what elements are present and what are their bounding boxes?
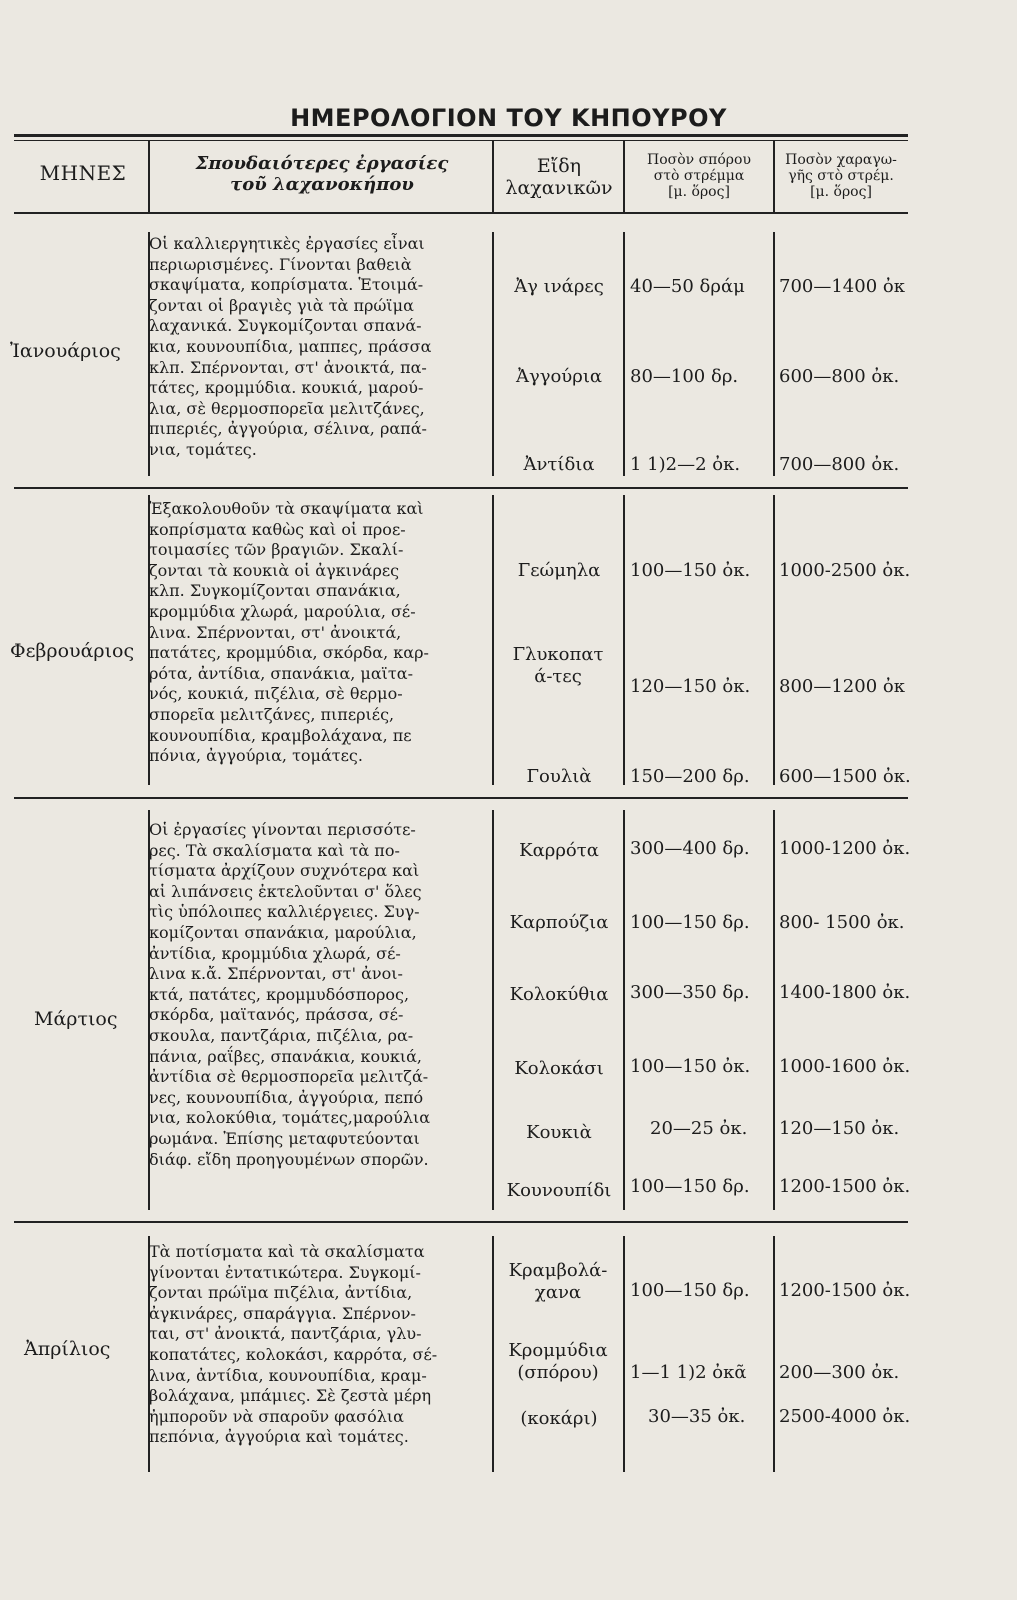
section-separator — [623, 232, 625, 476]
work-line: Τὰ ποτίσματα καὶ τὰ σκαλίσματα — [149, 1242, 425, 1261]
vegetable-name: Κρομμύδια (σπόρου) — [508, 1340, 608, 1383]
work-line: σπορεῖα μελιτζάνες, πιπεριές, — [149, 704, 395, 724]
section-separator — [773, 1236, 775, 1472]
work-line: τὶς ὑπόλοιπες καλλιέργειες. Συγ- — [149, 902, 420, 922]
vegetable-name: Καρπούζια — [509, 912, 609, 933]
section-separator — [492, 810, 494, 1210]
transplant-amount: 1200-1500 ὀκ. — [779, 1280, 911, 1301]
month-label: Μάρτιος — [34, 1008, 118, 1030]
header-transplant-amount — [776, 152, 906, 200]
header-seed-line: στὸ στρέμμα — [653, 168, 745, 185]
section-divider — [14, 797, 908, 799]
work-description — [149, 234, 489, 461]
transplant-amount: 120—150 ὀκ. — [779, 1118, 900, 1139]
work-line: ἀντίδια σὲ θερμοσπορεῖα μελιτζά- — [149, 1067, 429, 1087]
work-line: σκουλα, παντζάρια, πιζέλια, ρα- — [149, 1025, 414, 1045]
transplant-amount: 1000-2500 ὀκ. — [779, 560, 911, 581]
work-line: νια, τομάτες. — [149, 439, 257, 459]
section-separator — [492, 495, 494, 785]
work-line: νός, κουκιά, πιζέλια, σὲ θερμο- — [149, 684, 403, 704]
seed-amount: 80—100 δρ. — [630, 366, 739, 387]
work-line: ζονται πρώϊμα πιζέλια, ἀντίδια, — [149, 1283, 413, 1303]
month-label: Φεβρουάριος — [10, 640, 135, 662]
transplant-amount: 800- 1500 ὀκ. — [779, 912, 905, 933]
work-line: ζονται τὰ κουκιὰ οἱ ἀγκινάρες — [149, 560, 400, 580]
vegetable-name: Κουκιὰ — [526, 1122, 592, 1143]
work-line: κλπ. Συγκομίζονται σπανάκια, — [149, 581, 401, 601]
work-line: λινα. Σπέρνονται, στ' ἀνοικτά, — [149, 622, 402, 642]
section-separator — [623, 1236, 625, 1472]
seed-amount: 100—150 ὀκ. — [630, 1056, 751, 1077]
work-line: πιπεριές, ἀγγούρια, σέλινα, ραπά- — [149, 419, 427, 439]
vegetable-name: Γουλιὰ — [526, 766, 592, 787]
work-line: πεπόνια, ἀγγούρια καὶ τομάτες. — [149, 1427, 409, 1447]
transplant-amount: 2500-4000 ὀκ. — [779, 1406, 911, 1427]
vegetable-name: Κουνουπίδι — [506, 1180, 612, 1201]
work-line: λαχανικά. Συγκομίζονται σπανά- — [149, 316, 422, 336]
seed-amount: 120—150 ὀκ. — [630, 676, 751, 697]
header-work-line: τοῦ λαχανοκήπου — [230, 173, 414, 195]
header-kind-line: Εἴδη — [536, 155, 582, 177]
work-line: σκόρδα, μαϊτανός, πράσσα, σέ- — [149, 1005, 404, 1025]
seed-amount: 1—1 1)2 ὀκᾶ — [630, 1362, 747, 1383]
header-months: ΜΗΝΕΣ — [39, 161, 127, 185]
vegetable-name: Κραμβολά-χανα — [508, 1260, 608, 1303]
transplant-amount: 1200-1500 ὀκ. — [779, 1176, 911, 1197]
work-line: νια, κολοκύθια, τομάτες,μαρούλια — [149, 1108, 431, 1128]
seed-amount: 150—200 δρ. — [630, 766, 750, 787]
vegetable-name: (κοκάρι) — [520, 1408, 598, 1429]
vegetable-name: Καρρότα — [519, 840, 599, 861]
transplant-amount: 600—1500 ὀκ. — [779, 766, 911, 787]
work-line: διάφ. εἴδη προηγουμένων σπορῶν. — [149, 1149, 429, 1169]
work-line: τοιμασίες τῶν βραγιῶν. Σκαλί- — [149, 540, 404, 560]
work-line: πατάτες, κρομμύδια, σκόρδα, καρ- — [149, 643, 429, 663]
section-separator — [773, 495, 775, 785]
work-line: κια, κουνουπίδια, μαππες, πράσσα — [149, 336, 432, 356]
section-divider — [14, 1221, 908, 1223]
work-line: κομίζονται σπανάκια, μαρούλια, — [149, 922, 417, 942]
work-line: Οἱ καλλιεργητικὲς ἐργασίες εἶναι — [149, 234, 425, 253]
header-seed-amount — [626, 152, 772, 200]
header-kind — [496, 156, 622, 200]
seed-amount: 100—150 δρ. — [630, 912, 750, 933]
section-separator — [773, 232, 775, 476]
header-separator — [623, 140, 625, 212]
work-line: κτά, πατάτες, κρομμυδόσπορος, — [149, 984, 410, 1004]
work-line: ρωμάνα. Ἐπίσης μεταφυτεύονται — [149, 1128, 420, 1148]
header-seed-line: [μ. ὅρος] — [668, 184, 730, 201]
work-line: ρες. Τὰ σκαλίσματα καὶ τὰ πο- — [149, 840, 400, 860]
work-line: τάτες, κρομμύδια. κουκιά, μαρού- — [149, 378, 424, 398]
seed-amount: 300—400 δρ. — [630, 838, 750, 859]
header-seed-line: Ποσὸν σπόρου — [647, 152, 751, 168]
transplant-amount: 1400-1800 ὀκ. — [779, 982, 911, 1003]
seed-amount: 100—150 δρ. — [630, 1280, 750, 1301]
work-line: κρομμύδια χλωρά, μαρούλια, σέ- — [149, 601, 416, 621]
work-line: πόνια, ἀγγούρια, τομάτες. — [149, 746, 363, 766]
seed-amount: 20—25 ὀκ. — [650, 1118, 748, 1139]
work-line: ρότα, ἀντίδια, σπανάκια, μαϊτα- — [149, 663, 413, 683]
transplant-amount: 200—300 ὀκ. — [779, 1362, 900, 1383]
header-work-line: Σπουδαιότερες ἐργασίες — [195, 153, 449, 174]
work-line: κλπ. Σπέρνονται, στ' ἀνοικτά, πα- — [149, 357, 427, 377]
work-line: τίσματα ἀρχίζουν συχνότερα καὶ — [149, 861, 420, 881]
work-line: λια, σὲ θερμοσπορεῖα μελιτζάνες, — [149, 398, 425, 418]
page-title: ΗΜΕΡΟΛΟΓΙΟΝ ΤΟΥ ΚΗΠΟΥΡΟΥ — [290, 104, 727, 132]
transplant-amount: 700—800 ὀκ. — [779, 454, 900, 475]
vegetable-name: Κολοκάσι — [514, 1058, 604, 1079]
transplant-amount: 1000-1600 ὀκ. — [779, 1056, 911, 1077]
vegetable-name: Ἀγ ινάρες — [514, 276, 604, 297]
seed-amount: 1 1)2—2 ὀκ. — [630, 454, 741, 475]
work-line: ἠμποροῦν νὰ σπαροῦν φασόλια — [149, 1406, 404, 1426]
seed-amount: 30—35 ὀκ. — [648, 1406, 746, 1427]
vegetable-name: Γεώμηλα — [517, 560, 601, 581]
work-line: αἱ λιπάνσεις ἐκτελοῦνται σ' ὅλες — [149, 881, 422, 901]
vegetable-name: Ἀγγούρια — [515, 366, 603, 387]
transplant-amount: 1000-1200 ὀκ. — [779, 838, 911, 859]
header-separator — [492, 140, 494, 212]
vegetable-name: Ἀντίδια — [523, 454, 595, 475]
work-line: βολάχανα, μπάμιες. Σὲ ζεστὰ μέρη — [149, 1386, 432, 1406]
work-line: κουνουπίδια, κραμβολάχανα, πε — [149, 725, 412, 745]
work-line: λινα, ἀντίδια, κουνουπίδια, κραμ- — [149, 1365, 427, 1385]
work-line: ται, στ' ἀνοικτά, παντζάρια, γλυ- — [149, 1324, 422, 1344]
work-line: κοπατάτες, κολοκάσι, καρρότα, σέ- — [149, 1344, 438, 1364]
section-separator — [492, 232, 494, 476]
section-divider — [14, 487, 908, 489]
header-trans-line: Ποσὸν χαραγω- — [785, 152, 897, 168]
seed-amount: 300—350 δρ. — [630, 982, 750, 1003]
header-bottom-rule — [14, 212, 908, 214]
vegetable-name: Κολοκύθια — [509, 984, 609, 1005]
work-line: λινα κ.ἄ. Σπέρνονται, στ' ἀνοι- — [149, 964, 403, 984]
vegetable-name: Γλυκοπατά-τες — [512, 644, 604, 687]
header-separator — [148, 140, 150, 212]
section-separator — [623, 810, 625, 1210]
transplant-amount: 700—1400 ὀκ — [779, 276, 905, 297]
section-separator — [623, 495, 625, 785]
work-line: κοπρίσματα καθὼς καὶ οἱ προε- — [149, 519, 406, 539]
work-line: Ἐξακολουθοῦν τὰ σκαψίματα καὶ — [149, 499, 424, 518]
transplant-amount: 600—800 ὀκ. — [779, 366, 900, 387]
transplant-amount: 800—1200 ὀκ — [779, 676, 905, 697]
work-line: σκαψίματα, κοπρίσματα. Ἑτοιμά- — [149, 275, 424, 295]
header-top-rule — [14, 134, 908, 137]
work-line: πάνια, ραΐβες, σπανάκια, κουκιά, — [149, 1046, 422, 1066]
work-line: Οἱ ἐργασίες γίνονται περισσότε- — [149, 820, 416, 839]
work-description — [149, 1242, 489, 1448]
work-line: ζονται οἱ βραγιὲς γιὰ τὰ πρώϊμα — [149, 295, 414, 315]
section-separator — [773, 810, 775, 1210]
seed-amount: 100—150 δρ. — [630, 1176, 750, 1197]
header-kind-line: λαχανικῶν — [505, 176, 613, 199]
work-line: νες, κουνουπίδια, ἀγγούρια, πεπό — [149, 1087, 424, 1107]
work-line: περιωρισμένες. Γίνονται βαθειὰ — [149, 254, 412, 274]
header-work — [152, 154, 492, 195]
seed-amount: 40—50 δράμ — [630, 276, 745, 297]
seed-amount: 100—150 ὀκ. — [630, 560, 751, 581]
header-separator — [773, 140, 775, 212]
section-separator — [492, 1236, 494, 1472]
header-trans-line: γῆς στὸ στρέμ. — [788, 168, 894, 185]
month-label: Ἰανουάριος — [10, 340, 121, 362]
work-line: γίνονται ἐντατικώτερα. Συγκομί- — [149, 1262, 421, 1282]
work-description — [149, 499, 489, 767]
work-line: ἀγκινάρες, σπαράγγια. Σπέρνον- — [149, 1303, 416, 1323]
header-trans-line: [μ. ὅρος] — [810, 184, 872, 201]
month-label: Ἀπρίλιος — [24, 1338, 111, 1360]
work-line: ἀντίδια, κρομμύδια χλωρά, σέ- — [149, 943, 401, 963]
work-description — [149, 820, 489, 1170]
